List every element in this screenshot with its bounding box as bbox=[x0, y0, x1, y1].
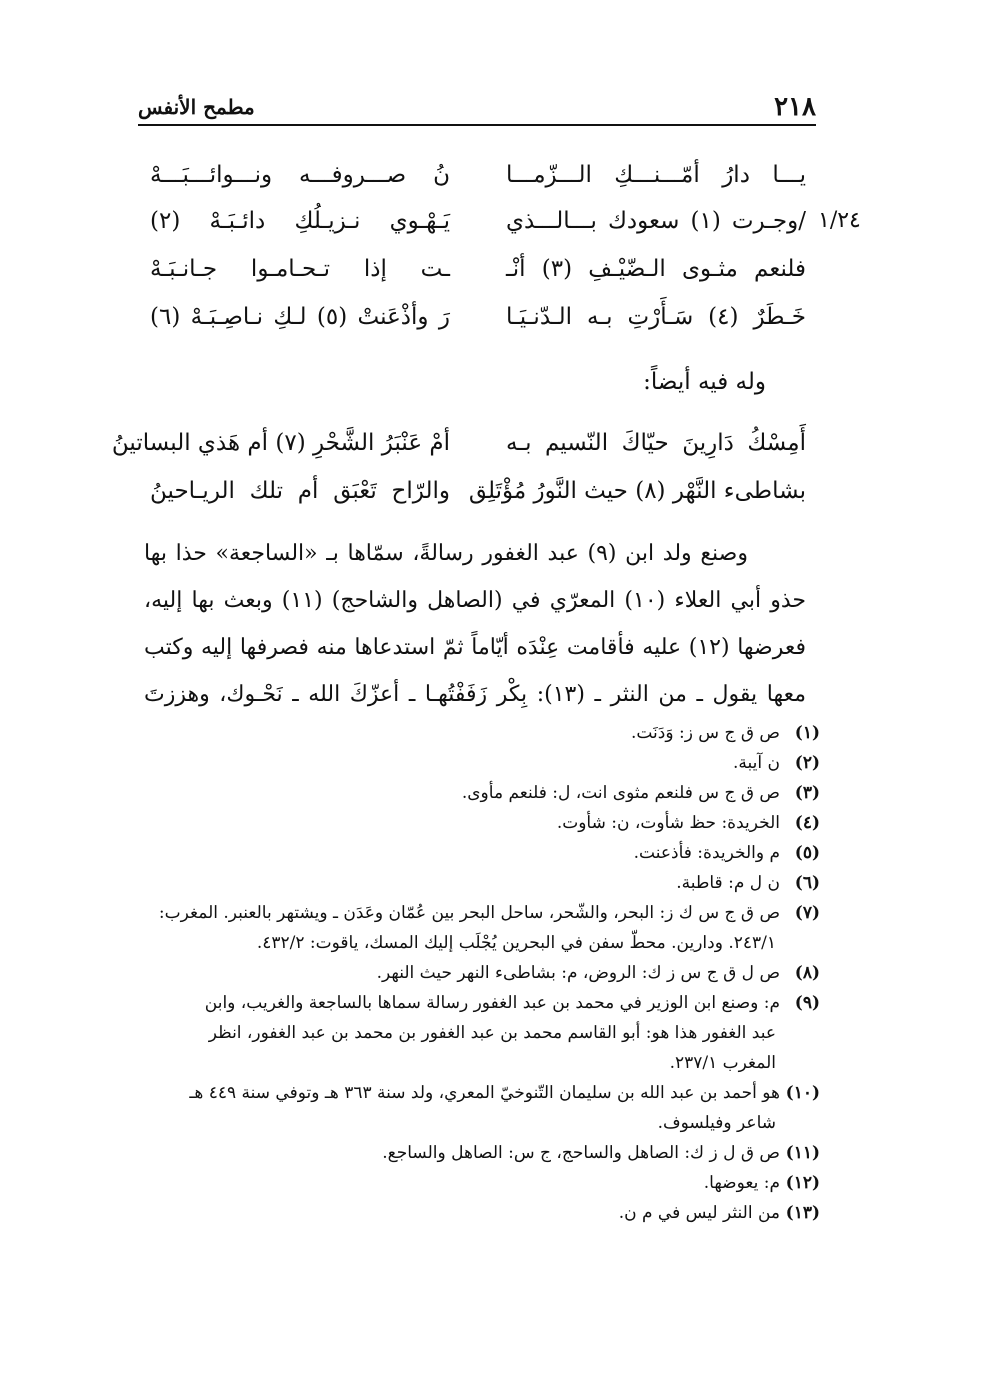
footnote-number: (١١) bbox=[785, 1143, 820, 1163]
footnote-number: (١٢) bbox=[785, 1173, 820, 1193]
footnote bbox=[140, 988, 820, 1018]
footnote-number: (٩) bbox=[794, 993, 820, 1013]
verse-left-hemistich: أمْ عَنْبَرُ الشَّحْرِ (٧) أم هَذي البساتينُ bbox=[111, 430, 450, 456]
verse-right-hemistich: خَـطَرٌ (٤) سَـأَرْتِ بـه الـدّنـيَـا bbox=[506, 304, 806, 330]
footnote-text: م: وصنع ابن الوزير في محمد بن عبد الغفور رسالة سماها بالساجعة والغريب، وابن bbox=[204, 993, 780, 1013]
verse-line bbox=[150, 246, 806, 292]
footnote-text: ص ل ق ج س ز ك: الروض، م: بشاطىء النهر حيث النهر. bbox=[376, 963, 780, 983]
prose-line: فعرضها (١٢) عليه فأقامت عِنْدَه أيّاماً ثمّ استدعاها منه فصرفها إليه وكتب bbox=[144, 635, 807, 660]
footnote bbox=[140, 868, 820, 898]
footnote bbox=[140, 718, 820, 748]
footnote bbox=[140, 958, 820, 988]
footnote-text: ص ق ج س فلنعم مثوى انت، ل: فلنعم مأوى. bbox=[461, 783, 780, 803]
footnote-text: ص ق ج س ك ز: البحر، والشّحر، ساحل البحر بين عُمّان وعَدَن ـ ويشتهر بالعنبر. المغرب: bbox=[158, 903, 780, 923]
page-number: ٢١٨ bbox=[774, 92, 816, 122]
verse-left-hemistich: والرّاح تَعْبَق أم تلك الريـاحينُ bbox=[150, 478, 450, 504]
verse-line bbox=[111, 420, 806, 466]
prose-line: معها يقول ـ من النثر ـ (١٣): بِكْر زَفَفْتُهـا ـ أعزّكَ الله ـ نَحْـوك، وهززتَ bbox=[144, 682, 806, 707]
footnote-number: (١٣) bbox=[785, 1203, 820, 1223]
running-title: مطمح الأنفس bbox=[138, 95, 255, 119]
prose-line: وصنع ولد ابن (٩) عبد الغفور رسالةً، سمّاها بـ «الساجعة» حذا بها bbox=[144, 541, 748, 566]
footnote bbox=[140, 838, 820, 868]
footnote-number: (٦) bbox=[794, 873, 820, 893]
verse-line bbox=[150, 152, 806, 198]
footnote-number: (٣) bbox=[794, 783, 820, 803]
verse-left-hemistich: رَ وأذْعَنتْ (٥) لـكِ نـاصِـبَـهْ (٦) bbox=[150, 304, 450, 330]
footnote-text: م والخريدة: فأذعنت. bbox=[633, 843, 780, 863]
verse-left-hemistich: نُ صـــروفـــه ونـــوائـــبَـــهْ bbox=[150, 162, 450, 188]
footnote-text: م: يعوضها. bbox=[703, 1173, 780, 1193]
footnote bbox=[140, 1138, 820, 1168]
verse-right-hemistich: بشاطىء النَّهْر (٨) حيث النَّورُ مُؤْتَلِق bbox=[468, 478, 806, 504]
footnote-text: ن آيبة. bbox=[733, 753, 780, 773]
footnote bbox=[140, 898, 820, 928]
verse-left-hemistich: يَـهْـوي نـزيـلُكِ دائـبَـهْ (٢) bbox=[150, 208, 450, 234]
footnote-text: ص ق ج س ز: وَدَنَت. bbox=[630, 723, 780, 743]
header-rule bbox=[138, 124, 816, 126]
footnote-number: (٨) bbox=[794, 963, 820, 983]
footnote-number: (٢) bbox=[794, 753, 820, 773]
footnote-number: (٤) bbox=[794, 813, 820, 833]
verse-right-hemistich: /وجـرت (١) سعودك بـــالـــذي bbox=[506, 208, 806, 234]
verse-right-hemistich: فلنعم مثـوى الـضّيْـفِ (٣) أنْـ bbox=[506, 256, 806, 282]
verse-line bbox=[150, 468, 806, 514]
footnote-text: ن ل م: قاطبة. bbox=[676, 873, 780, 893]
prose-line: حذو أبي العلاء (١٠) المعرّي في (الصاهل والشاحج) (١١) وبعث بها إليه، bbox=[144, 588, 806, 613]
verse-right-hemistich: أَمِسْكُ دَارِينَ حيّاكَ النّسيم بـه bbox=[506, 430, 806, 456]
footnote-number: (٥) bbox=[794, 843, 820, 863]
footnote-number: (٧) bbox=[794, 903, 820, 923]
poem-intro: وله فيه أيضاً: bbox=[643, 369, 766, 395]
verse-right-hemistich: يـــا دارُ أمّـــنـــكِ الـــزّمـــا bbox=[506, 162, 806, 188]
footnote bbox=[140, 1198, 820, 1228]
footnote-continuation: شاعر وفيلسوف. bbox=[657, 1113, 776, 1133]
footnote-text: الخريدة: حظ شأوت، ن: شأوت. bbox=[556, 813, 780, 833]
footnote bbox=[140, 808, 820, 838]
page-header bbox=[138, 86, 816, 122]
footnote-continuation: عبد الغفور هذا هو: أبو القاسم محمد بن عبد الغفور بن محمد بن عبد الغفور، انظر bbox=[208, 1023, 776, 1043]
footnote bbox=[140, 1168, 820, 1198]
footnote-continuation: المغرب ٢٣٧/١. bbox=[669, 1053, 776, 1073]
footnote-number: (١) bbox=[794, 723, 820, 743]
footnote-number: (١٠) bbox=[785, 1083, 820, 1103]
footnote-text: من النثر ليس في م ن. bbox=[618, 1203, 780, 1223]
verse-line bbox=[150, 198, 806, 244]
margin-reference: ١/٢٤ bbox=[818, 208, 861, 233]
verse-line bbox=[150, 294, 806, 340]
footnote-text: هو أحمد بن عبد الله بن سليمان التّنوخيّ المعري، ولد سنة ٣٦٣ هـ وتوفي سنة ٤٤٩ هـ bbox=[189, 1083, 780, 1103]
footnote bbox=[140, 748, 820, 778]
footnotes bbox=[140, 718, 820, 1228]
verse-left-hemistich: ـت إذا تـحـامـوا جـانـبَـهْ bbox=[150, 256, 450, 282]
prose-paragraph bbox=[144, 530, 806, 718]
footnote-text: ص ق ل ز ك: الصاهل والساحج، ج س: الصاهل والساجع. bbox=[382, 1143, 780, 1163]
footnote bbox=[140, 778, 820, 808]
footnote-continuation: ٢٤٣/١. ودارين. محطّ سفن في البحرين يُجْلَب إليك المسك، ياقوت: ٤٣٢/٢. bbox=[256, 933, 776, 953]
footnote bbox=[140, 1078, 820, 1108]
